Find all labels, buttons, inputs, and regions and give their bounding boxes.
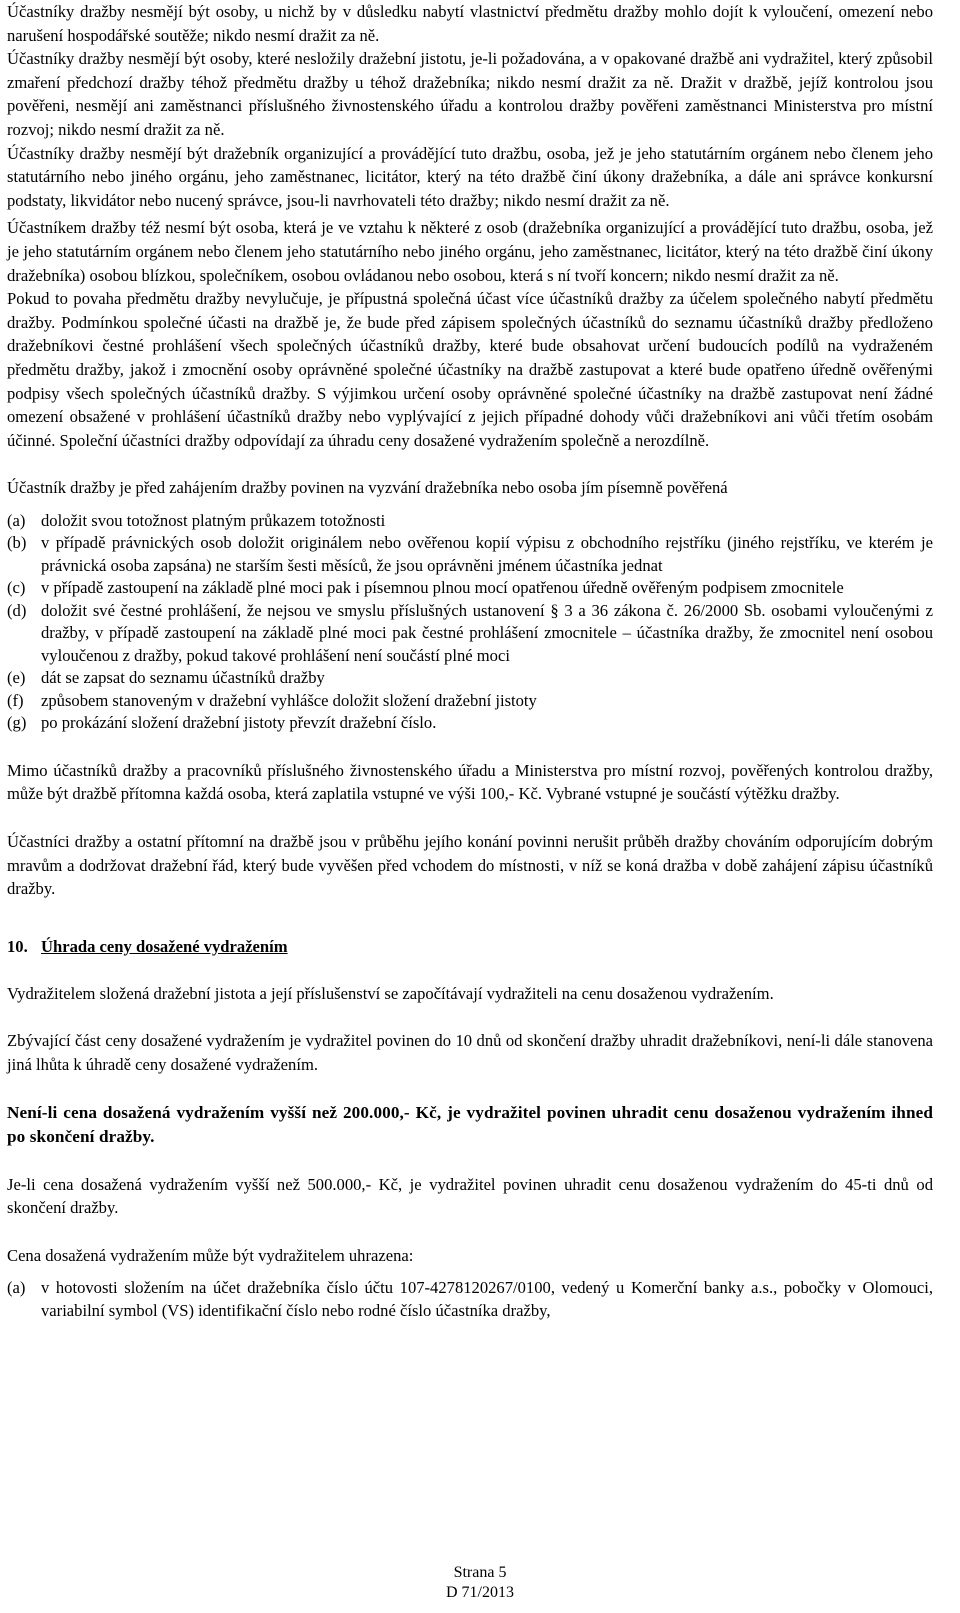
list-item: (a) doložit svou totožnost platným průkazem totožnosti xyxy=(7,510,386,530)
paragraph-exclusion-auctioneer: Účastníky dražby nesmějí být dražebník organizující a provádějící tuto dražbu, osoba, jež je jeho statutárním orgánem nebo členem jeho statutárního nebo jiného orgánu, jeho zaměstnanec, licitátor, který na této dražbě činí úkony dražebníka, a dále ani správce konkursní podstaty, likvidátor nebo nucený správce, jsou-li navrhovateli této dražby; nikdo nesmí dražit za ně. xyxy=(7,143,933,210)
paragraph-exclusion-deposit: Účastníky dražby nesmějí být osoby, které nesložily dražební jistotu, je-li požadována, a v opakované dražbě ani vydražitel, který způsobil zmaření předchozí dražby téhož předmětu dražby u téhož dražebníka; nikdo nesmí dražit za ně. Dražit v dražbě, jejíž kontrolou jsou pověřeni, nesmějí ani zaměstnanci příslušného živnostenského úřadu a kontrolou dražby pověřeni zaměstnanci Ministerstva pro místní rozvoj; nikdo nesmí dražit za ně. xyxy=(7,49,933,139)
list-item: (c) v případě zastoupení na základě plné moci pak i písemnou plnou mocí opatřenou úředně ověřeným podpisem zmocnitele xyxy=(7,578,844,598)
payment-options-list xyxy=(7,1277,933,1322)
paragraph-conduct: Účastníci dražby a ostatní přítomní na dražbě jsou v průběhu jejího konání povinni nerušit průběh dražby chováním odporujícím dobrým mravům a dodržovat dražební řád, který bude vyvěšen před vchodem do místnosti, v níž se koná dražba v době zahájení zápisu účastníků dražby. xyxy=(7,832,933,899)
document-reference: D 71/2013 xyxy=(446,1584,514,1601)
list-item: (a) v hotovosti složením na účet dražebníka číslo účtu 107-4278120267/0100, vedený u Komerční banky a.s., pobočky v Olomouci, variabilní symbol (VS) identifikační číslo nebo rodné číslo účastníka dražby, xyxy=(7,1278,933,1320)
paragraph-deposit-credit: Vydražitelem složená dražební jistota a její příslušenství se započítávají vydražiteli na cenu dosaženou vydražením. xyxy=(7,983,774,1003)
paragraph-exclusion-competition: Účastníky dražby nesmějí být osoby, u nichž by v důsledku nabytí vlastnictví předmětu dražby mohlo dojít k vyloučení, omezení nebo narušení hospodářské soutěže; nikdo nesmí dražit za ně. xyxy=(7,2,933,45)
paragraph-remaining-payment: Zbývající část ceny dosažené vydražením je vydražitel povinen do 10 dnů od skončení dražby uhradit dražebníkovi, není-li dále stanovena jiná lhůta k úhradě ceny dosažené vydražením. xyxy=(7,1031,933,1075)
list-item: (d) doložit své čestné prohlášení, že nejsou ve smyslu příslušných ustanovení § 3 a 36 zákona č. 26/2000 Sb. osobami vyloučenými z dražby, v případě zastoupení na základě plné moci pak čestné prohlášení zmocnitele – účastníka dražby, že zmocnitel není osobou vyloučenou z dražby, pokud takové prohlášení není součástí plné moci xyxy=(7,600,933,665)
requirements-list xyxy=(7,510,933,735)
section-heading xyxy=(7,935,933,958)
page-number: Strana 5 xyxy=(453,1564,507,1581)
section-number: 10. xyxy=(7,936,28,956)
paragraph-joint-participation: Pokud to povaha předmětu dražby nevylučuje, je přípustná společná účast více účastníků dražby za účelem společného nabytí předmětu dražby. Podmínkou společné účasti na dražbě je, že bude před zápisem společných účastníků do seznamu účastníků dražby předloženo dražebníkovi čestné prohlášení všech společných účastníků dražby, které bude obsahovat určení budoucích podílů na vydraženém předmětu dražby, jakož i zmocnění osoby oprávněné společné účastníky na dražbě zastupovat a které bude opatřeno úředně ověřenými podpisy všech společných účastníků dražby. S výjimkou určení osoby oprávněné společné účastníky na dražbě zastupovat není žádné omezení obsažené v prohlášení účastníků dražby nebo vyplývající z jejich případné dohody vůči dražebníkovi ani vůči třetím osobám účinné. Společní účastníci dražby odpovídají za úhradu ceny dosažené vydražením společně a nerozdílně. xyxy=(7,289,933,450)
paragraph-over-500000: Je-li cena dosažená vydražením vyšší než 500.000,- Kč, je vydražitel povinen uhradit cenu dosaženou vydražením do 45-ti dnů od skončení dražby. xyxy=(7,1174,933,1218)
document-page xyxy=(7,0,933,1322)
page-footer xyxy=(0,1563,960,1603)
paragraph-exclusion-related: Účastníkem dražby též nesmí být osoba, která je ve vztahu k některé z osob (dražebníka organizující a provádějící tuto dražbu, osoba, jež je jeho statutárním orgánem nebo členem jeho statutárního nebo jiného orgánu, jeho zaměstnanec, licitátor, který na této dražbě činí úkony dražebníka) osobou blízkou, společníkem, osobou ovládanou nebo osobou, která s ní tvoří koncern; nikdo nesmí dražit za ně. xyxy=(7,218,933,285)
section-title: Úhrada ceny dosažené vydražením xyxy=(41,936,288,956)
list-item: (e) dát se zapsat do seznamu účastníků dražby xyxy=(7,668,325,688)
list-item: (g) po prokázání složení dražební jistoty převzít dražební číslo. xyxy=(7,713,437,733)
list-item: (f) způsobem stanoveným v dražební vyhlášce doložit složení dražební jistoty xyxy=(7,690,537,710)
list-item: (b) v případě právnických osob doložit originálem nebo ověřenou kopií výpisu z obchodního rejstříku (jiného rejstříku, ve kterém je právnická osoba zapsána) ne starším šesti měsíců, že jsou oprávněni jménem účastníka jednat xyxy=(7,533,933,575)
paragraph-entry-fee: Mimo účastníků dražby a pracovníků příslušného živnostenského úřadu a Ministerstva pro místní rozvoj, pověřených kontrolou dražby, může být dražbě přítomna každá osoba, která zaplatila vstupné ve výši 100,- Kč. Vybrané vstupné je součástí výtěžku dražby. xyxy=(7,760,933,804)
paragraph-immediate-payment: Není-li cena dosažená vydražením vyšší než 200.000,- Kč, je vydražitel povinen uhradit cenu dosaženou vydražením ihned po skončení dražby. xyxy=(7,1102,933,1146)
paragraph-payment-intro: Cena dosažená vydražením může být vydražitelem uhrazena: xyxy=(7,1245,414,1265)
paragraph-requirements-intro: Účastník dražby je před zahájením dražby povinen na vyzvání dražebníka nebo osoba jím písemně pověřená xyxy=(7,478,728,498)
